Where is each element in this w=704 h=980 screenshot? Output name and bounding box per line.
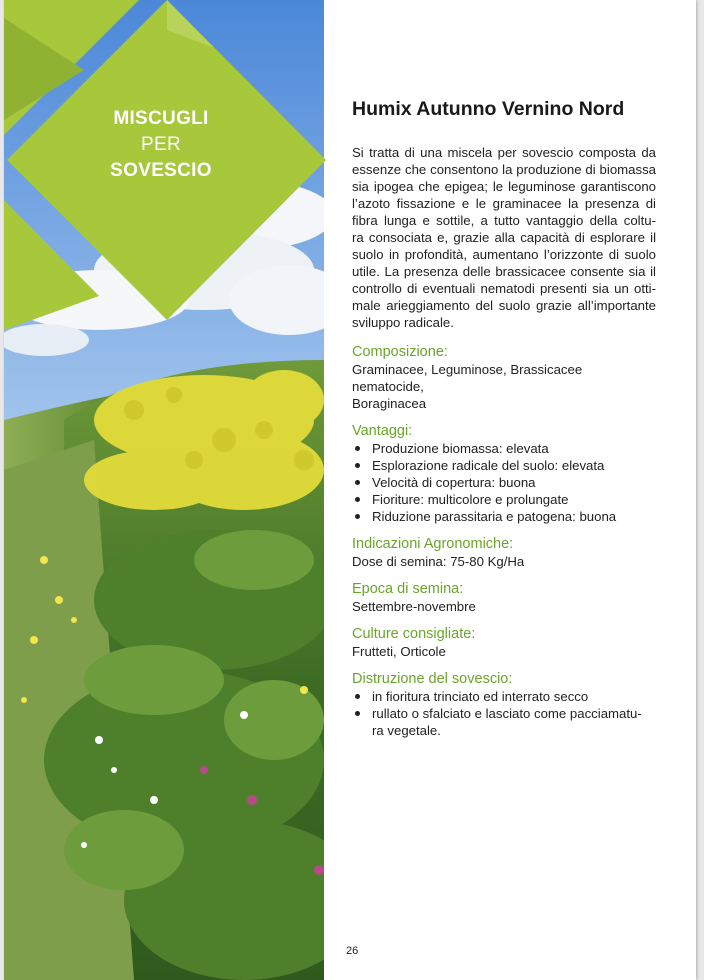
indicazioni-heading: Indicazioni Agronomiche:: [352, 536, 514, 552]
list-item-line: in fioritura trinciato ed interrato secco: [372, 689, 589, 704]
culture-text: Frutteti, Orticole: [352, 644, 446, 659]
section-title: [76, 106, 246, 184]
page-number: 26: [346, 945, 359, 957]
description-line: essenze che consentono la produzione di biomassa: [352, 162, 656, 177]
title-badge: [4, 0, 344, 340]
product-title: Humix Autunno Vernino Nord: [352, 98, 625, 120]
brochure-page: [4, 0, 696, 980]
composizione-line: Graminacee, Leguminose, Brassicacee nematocide,: [352, 362, 583, 394]
epoca-heading: Epoca di semina:: [352, 581, 464, 597]
product-content: [352, 96, 656, 749]
list-item: Velocità di copertura: buona: [352, 474, 656, 491]
composizione-heading: Composizione:: [352, 344, 448, 360]
description-line: suolo in profondità, aumentano l’orizzonte di suolo: [352, 247, 656, 262]
vantaggi-list: [352, 440, 656, 525]
composizione-text: [352, 361, 656, 412]
list-item: [352, 688, 656, 705]
list-item: Esplorazione radicale del suolo: elevata: [352, 457, 656, 474]
composizione-line: Boraginacea: [352, 396, 427, 411]
description-line: utile. La presenza delle brassicacee consente sia il: [352, 264, 656, 279]
list-item: Riduzione parassitaria e patogena: buona: [352, 508, 656, 525]
list-item-line: rullato o sfalciato e lasciato come pacciamatu-: [372, 706, 642, 721]
vantaggi-heading: Vantaggi:: [352, 423, 413, 439]
list-item: Produzione biomassa: elevata: [352, 440, 656, 457]
description-line: sia ipogea che epigea; le leguminose garantiscono: [352, 179, 656, 194]
description-line: fibra lunga e sottile, a tutto vantaggio della coltu-: [352, 213, 656, 228]
culture-heading: Culture consigliate:: [352, 626, 476, 642]
indicazioni-text: Dose di semina: 75-80 Kg/Ha: [352, 554, 525, 569]
description-line: male arieggiamento del suolo grazie all’importante: [352, 298, 656, 313]
distruzione-list: [352, 688, 656, 739]
description-line: controllo di eventuali nematodi presenti sia un otti-: [352, 281, 656, 296]
product-description: [352, 144, 656, 331]
title-line-1: MISCUGLI: [113, 108, 209, 129]
description-line: Si tratta di una miscela per sovescio composta da: [352, 145, 656, 160]
epoca-text: Settembre-novembre: [352, 599, 476, 614]
title-line-2: PER: [141, 134, 181, 155]
distruzione-heading: Distruzione del sovescio:: [352, 671, 513, 687]
title-line-3: SOVESCIO: [110, 160, 212, 181]
list-item-line: ra vegetale.: [372, 723, 441, 738]
list-item: Fioriture: multicolore e prolungate: [352, 491, 656, 508]
list-item: [352, 705, 656, 739]
description-line: sviluppo radicale.: [352, 315, 454, 330]
description-line: l’azoto fissazione e le graminacee la presenza di: [352, 196, 656, 211]
description-line: ra consociata e, grazie alla capacità di esplorare il: [352, 230, 656, 245]
